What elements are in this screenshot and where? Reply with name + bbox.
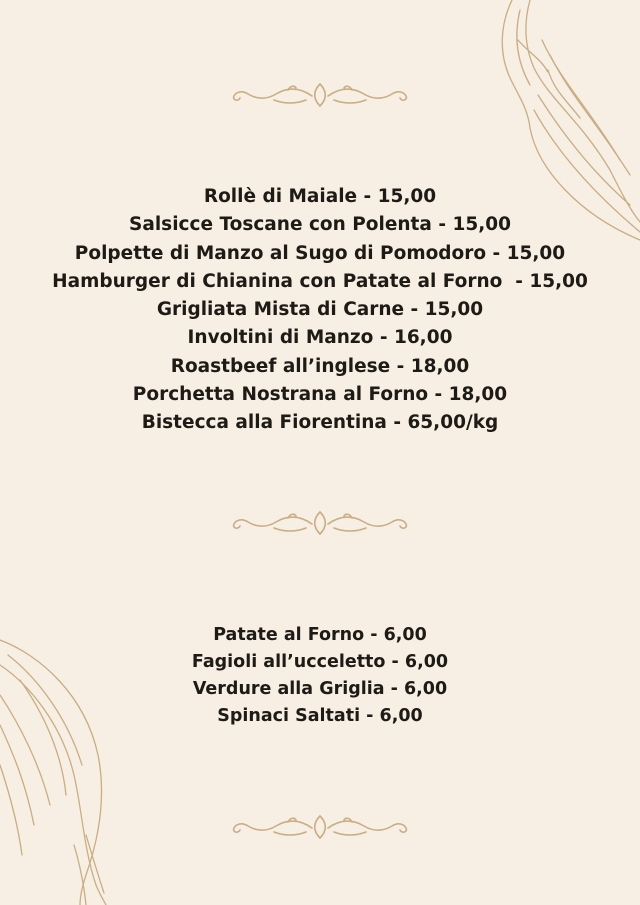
menu-item: Hamburger di Chianina con Patate al Forno - 15,00 xyxy=(52,270,588,292)
flourish-divider-top-icon xyxy=(228,80,412,110)
leaf-corner-bottom-icon xyxy=(0,635,112,905)
menu-item: Roastbeef all’inglese - 18,00 xyxy=(170,355,470,377)
menu-item: Grigliata Mista di Carne - 15,00 xyxy=(156,299,484,321)
menu-item: Bistecca alla Fiorentina - 65,00/kg xyxy=(141,412,499,434)
menu-item: Patate al Forno - 6,00 xyxy=(213,625,427,645)
flourish-divider-bottom-icon xyxy=(228,812,412,842)
menu-item: Fagioli all’ucceletto - 6,00 xyxy=(191,652,449,672)
menu-item: Verdure alla Griglia - 6,00 xyxy=(192,679,448,699)
menu-item: Porchetta Nostrana al Forno - 18,00 xyxy=(132,384,508,406)
menu-item: Spinaci Saltati - 6,00 xyxy=(217,706,423,726)
menu-item: Polpette di Manzo al Sugo di Pomodoro - 15,00 xyxy=(74,242,566,264)
menu-item: Salsicce Toscane con Polenta - 15,00 xyxy=(129,214,511,236)
flourish-divider-middle-icon xyxy=(228,508,412,538)
menu-item: Involtini di Manzo - 16,00 xyxy=(187,327,453,349)
menu-item: Rollè di Maiale - 15,00 xyxy=(203,186,437,207)
mains-menu-list xyxy=(0,183,640,438)
